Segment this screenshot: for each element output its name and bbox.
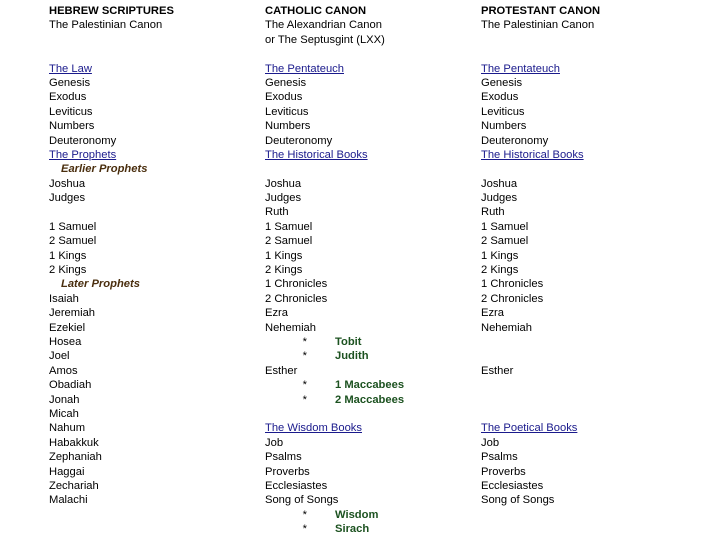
book-item: Jeremiah (49, 307, 96, 320)
asterisk-marker: * (302, 508, 307, 521)
hebrew-column (49, 4, 249, 508)
book-item: 1 Chronicles (265, 278, 328, 291)
book-item: Song of Songs (481, 494, 555, 507)
book-item: Song of Songs (265, 494, 339, 507)
book-item: Deuteronomy (49, 134, 117, 147)
deuterocanonical-item (265, 393, 465, 407)
asterisk-marker: * (302, 350, 307, 363)
book-item: Exodus (49, 91, 87, 104)
book-item: Ezra (481, 307, 505, 320)
book-item: Proverbs (265, 465, 310, 478)
later-prophets-heading: Later Prophets (61, 278, 140, 291)
book-item: 2 Samuel (49, 235, 97, 248)
asterisk-marker: * (302, 393, 307, 406)
protestant-esther: Esther (481, 364, 514, 377)
book-item: Leviticus (265, 105, 309, 118)
book-item: Nehemiah (265, 321, 316, 334)
book-item: Zechariah (49, 479, 99, 492)
catholic-subtitle-lxx: or The Septusgint (LXX) (265, 33, 385, 46)
book-item: Obadiah (49, 379, 92, 392)
deuterocanonical-name: 2 Maccabees (335, 393, 405, 406)
catholic-title: CATHOLIC CANON (265, 5, 367, 17)
earlier-prophets-heading: Earlier Prophets (61, 163, 148, 176)
book-item: Nahum (49, 422, 86, 435)
book-item: Exodus (265, 91, 303, 104)
asterisk-marker: * (302, 523, 307, 536)
book-item: Judges (49, 192, 86, 205)
deuterocanonical-name: Sirach (335, 523, 370, 536)
book-item: Amos (49, 364, 78, 377)
book-item: Zephaniah (49, 451, 102, 464)
protestant-title: PROTESTANT CANON (481, 5, 601, 17)
book-item: Psalms (481, 451, 518, 464)
book-item: 2 Samuel (481, 235, 529, 248)
poetical-heading[interactable]: The Poetical Books (481, 422, 578, 435)
book-item: 1 Kings (481, 249, 519, 262)
book-item: 2 Chronicles (481, 292, 544, 305)
book-item: Hosea (49, 335, 82, 348)
book-item: Psalms (265, 451, 302, 464)
book-item: Ecclesiastes (481, 479, 544, 492)
book-item: Genesis (49, 76, 91, 89)
book-item: Judges (481, 192, 518, 205)
catholic-pentateuch-heading[interactable]: The Pentateuch (265, 62, 344, 75)
book-item: Micah (49, 407, 79, 420)
book-item: 2 Kings (265, 264, 303, 277)
book-item: Isaiah (49, 292, 79, 305)
protestant-historical-heading[interactable]: The Historical Books (481, 148, 584, 161)
book-item: Genesis (481, 76, 523, 89)
book-item: Numbers (49, 120, 95, 133)
wisdom-heading[interactable]: The Wisdom Books (265, 422, 362, 435)
protestant-column (481, 4, 701, 508)
book-item: Nehemiah (481, 321, 532, 334)
book-item: Judges (265, 192, 302, 205)
book-item: Malachi (49, 494, 88, 507)
deuterocanonical-item (265, 335, 465, 349)
asterisk-marker: * (302, 335, 307, 348)
book-item: Ezekiel (49, 321, 86, 334)
book-item: Numbers (481, 120, 527, 133)
deuterocanonical-name: Wisdom (335, 508, 379, 521)
book-item: 1 Samuel (49, 220, 97, 233)
book-item: Proverbs (481, 465, 526, 478)
deuterocanonical-name: Judith (335, 350, 369, 363)
book-item: 1 Kings (49, 249, 87, 262)
book-item: 2 Kings (481, 264, 519, 277)
deuterocanonical-item (265, 522, 465, 536)
book-item: Jonah (49, 393, 80, 406)
book-item: Haggai (49, 465, 85, 478)
book-item: Deuteronomy (265, 134, 333, 147)
book-item: Ruth (265, 206, 289, 219)
protestant-pentateuch-heading[interactable]: The Pentateuch (481, 62, 560, 75)
book-item: Joel (49, 350, 70, 363)
book-item: 1 Samuel (481, 220, 529, 233)
catholic-esther: Esther (265, 364, 298, 377)
book-item: Leviticus (49, 105, 93, 118)
book-item: 1 Kings (265, 249, 303, 262)
catholic-historical-heading[interactable]: The Historical Books (265, 148, 368, 161)
book-item: Deuteronomy (481, 134, 549, 147)
book-item: 2 Samuel (265, 235, 313, 248)
prophets-heading[interactable]: The Prophets (49, 148, 117, 161)
book-item: Job (481, 436, 500, 449)
law-heading[interactable]: The Law (49, 62, 92, 75)
catholic-subtitle: The Alexandrian Canon (265, 19, 382, 32)
book-item: 2 Chronicles (265, 292, 328, 305)
book-item: 2 Kings (49, 264, 87, 277)
book-item: Leviticus (481, 105, 525, 118)
book-item: Joshua (49, 177, 86, 190)
book-item: Ecclesiastes (265, 479, 328, 492)
book-item: Ezra (265, 307, 289, 320)
book-item: Ruth (481, 206, 505, 219)
catholic-column (265, 4, 465, 536)
book-item: Numbers (265, 120, 311, 133)
book-item: Joshua (265, 177, 302, 190)
deuterocanonical-item (265, 508, 465, 522)
deuterocanonical-item (265, 378, 465, 392)
book-item: Habakkuk (49, 436, 99, 449)
deuterocanonical-item (265, 349, 465, 363)
asterisk-marker: * (302, 379, 307, 392)
book-item: Genesis (265, 76, 307, 89)
book-item: 1 Samuel (265, 220, 313, 233)
hebrew-title: HEBREW SCRIPTURES (49, 5, 174, 17)
deuterocanonical-name: 1 Maccabees (335, 379, 405, 392)
book-item: Job (265, 436, 284, 449)
hebrew-subtitle: The Palestinian Canon (49, 19, 163, 32)
protestant-subtitle: The Palestinian Canon (481, 19, 595, 32)
book-item: Exodus (481, 91, 519, 104)
book-item: 1 Chronicles (481, 278, 544, 291)
deuterocanonical-name: Tobit (335, 335, 362, 348)
book-item: Joshua (481, 177, 518, 190)
